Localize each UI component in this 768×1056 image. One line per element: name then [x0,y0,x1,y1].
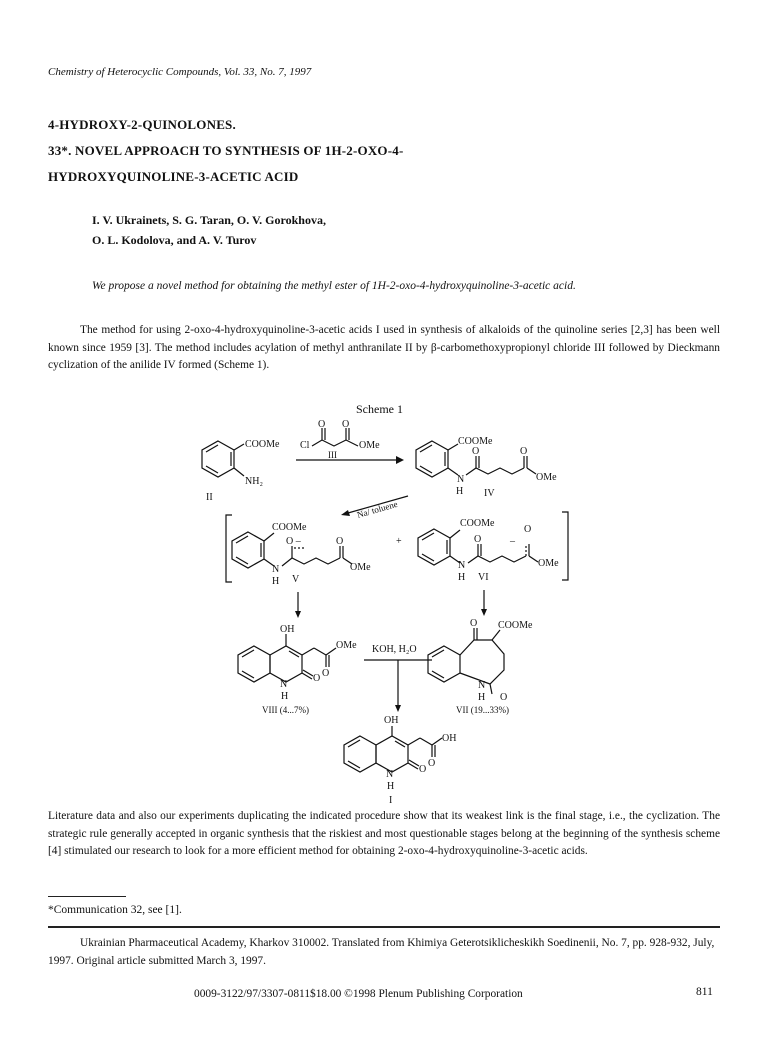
structure-VI [418,518,559,583]
label-h: H [458,572,466,583]
compound-label-I: I [389,795,393,806]
structure-I [344,715,456,806]
structure-II [202,439,280,503]
label-cooMe: COOMe [245,439,280,450]
title-line-3: HYDROXYQUINOLINE-3-ACETIC ACID [48,169,299,184]
label-oh: OH [384,715,399,726]
footer-rule [48,926,720,928]
compound-label-VIII: VIII (4...7%) [262,705,309,715]
page-number: 811 [696,986,713,998]
label-o: O [470,618,478,629]
body-paragraph-2: Literature data and also our experiments duplicating the indicated procedure show that its weakest link is the final stage, i.e., the cyclization. The strategic rule generally accepted in organic synthesis that the riskiest and most questionable stages belong at the beginning of the synthesis scheme [4] stimulated our research to look for a more efficient method for obtaining 2-oxo-4-hydroxyquinoline-3-acetic acids. [48,810,720,857]
label-o: O [342,419,350,430]
label-n: N [458,560,466,571]
authors-line-1: I. V. Ukrainets, S. G. Taran, O. V. Gorokhova, [92,213,326,227]
label-o-minus: O – [286,536,301,547]
compound-label-V: V [292,574,300,585]
label-h: H [272,576,280,587]
structure-V [232,522,402,587]
label-o: O [322,668,330,679]
compound-label-IV: IV [484,488,495,499]
label-cooMe: COOMe [498,620,533,631]
label-cooMe: COOMe [458,436,493,447]
label-o: O [474,534,482,545]
label-cl: Cl [300,440,310,451]
label-h: H [478,692,486,703]
label-h: H [387,781,395,792]
label-na-toluene: Na/ toluene [355,498,399,520]
footnote-rule [48,896,126,897]
label-ome: OMe [536,472,557,483]
footnote: *Communication 32, see [1]. [48,904,182,916]
affiliation-note: Ukrainian Pharmaceutical Academy, Kharkov 310002. Translated from Khimiya Geterotsiklicheskikh Soedinenii, No. 7, pp. 928-932, July, 1997. Original article submitted March 3, 1997. [48,937,715,967]
label-n: N [478,680,486,691]
bracket-right [562,512,568,580]
label-n: N [280,679,288,690]
label-oh: OH [442,733,457,744]
scheme-title: Scheme 1 [356,402,403,416]
label-n: N [386,769,394,780]
label-o: O [472,446,480,457]
authors-line-2: O. L. Kodolova, and A. V. Turov [92,233,257,247]
label-o: O [524,524,532,535]
label-ome: OMe [359,440,380,451]
label-ome: OMe [336,640,357,651]
label-ome: OMe [538,558,559,569]
label-koh: KOH, H₂O [372,644,417,655]
label-n: N [272,564,280,575]
label-ome: OMe [350,562,371,573]
label-cooMe: COOMe [272,522,307,533]
label-o: O [336,536,344,547]
label-o: O [313,673,321,684]
structure-VIII [238,624,357,715]
title-line-1: 4-HYDROXY-2-QUINOLONES. [48,117,236,132]
compound-label-III: III [328,450,337,460]
abstract: We propose a novel method for obtaining the methyl ester of 1H-2-oxo-4-hydroxyquinoline-3-acetic acid. [92,280,576,292]
label-minus: – [510,536,515,547]
compound-label-VI: VI [478,572,489,583]
label-o: O [419,764,427,775]
body-paragraph-1: The method for using 2-oxo-4-hydroxyquinoline-3-acetic acids I used in synthesis of alkaloids of the quinoline series [2,3] has been well known since 1959 [3]. The method includes acylation of methyl anthranilate II by β-carbomethoxypropionyl chloride III followed by Dieckmann cyclization of the anilide IV formed (Scheme 1). [48,324,720,371]
compound-label-II: II [206,492,213,503]
label-h: H [281,691,289,702]
label-cooMe: COOMe [460,518,495,529]
journal-citation: Chemistry of Heterocyclic Compounds, Vol. 33, No. 7, 1997 [48,66,312,78]
label-n: N [457,474,465,485]
structure-VII [428,618,533,715]
label-o: O [318,419,326,430]
label-nh2: NH₂ [245,476,263,487]
compound-label-VII: VII (19...33%) [456,705,509,715]
structure-III [300,419,380,460]
bracket-left [226,515,232,582]
label-o: O [520,446,528,457]
label-o: O [428,758,436,769]
label-oh: OH [280,624,295,635]
title-line-2: 33*. NOVEL APPROACH TO SYNTHESIS OF 1H-2-OXO-4- [48,143,404,158]
label-o: O [500,692,508,703]
label-h: H [456,486,464,497]
copyright-line: 0009-3122/97/3307-0811$18.00 ©1998 Plenum Publishing Corporation [194,988,523,1000]
structure-IV [416,436,557,499]
label-plus: + [396,536,402,547]
